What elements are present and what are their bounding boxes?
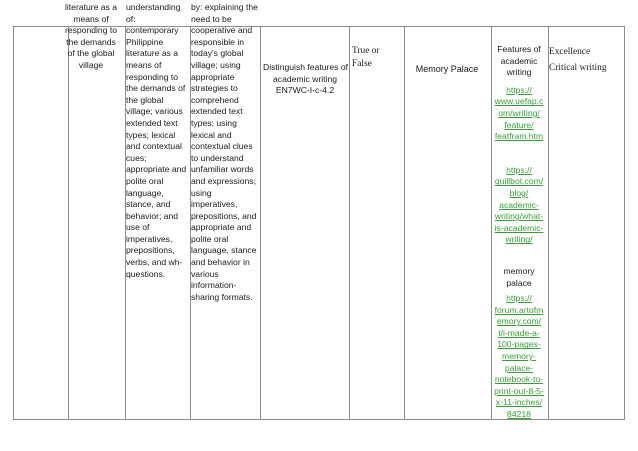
col1-text — [58, 2, 124, 72]
col2-text — [126, 2, 186, 280]
text-line: responsible in — [191, 36, 245, 47]
text-line: and expressions; — [191, 175, 256, 186]
text-line: means of — [73, 13, 109, 24]
text-line: polite oral — [191, 233, 229, 244]
text-line: Excellence — [549, 47, 591, 57]
text-line: academic writing — [273, 73, 337, 84]
text-line: types; using — [191, 117, 237, 128]
link-line: feature/ — [504, 119, 534, 130]
link-line: writing/what- — [494, 211, 544, 222]
link-line: is-academic- — [494, 222, 544, 233]
text-line: responding to — [64, 25, 118, 36]
link-line: t/i-made-a- — [498, 327, 540, 338]
text-line: stance, and — [126, 199, 171, 210]
text-line: polite oral — [126, 175, 164, 186]
resource-title: memory — [503, 265, 535, 276]
text-line: contextual clues — [191, 141, 253, 152]
column-divider — [349, 27, 350, 419]
text-line: responding to — [126, 71, 179, 82]
text-line: language, stance — [191, 245, 257, 256]
col3-text — [191, 2, 257, 303]
text-line: cues; — [126, 152, 147, 163]
column-divider — [548, 27, 549, 419]
text-line: literature as a — [126, 48, 179, 59]
text-line: the demands of — [126, 83, 186, 94]
text-line: and contextual — [126, 141, 182, 152]
text-line: False — [352, 58, 372, 69]
text-line: types; lexical — [126, 129, 176, 140]
text-line: by: explaining the — [191, 2, 258, 12]
text-line: need to be — [191, 13, 232, 24]
text-line: appropriate and — [191, 222, 252, 233]
competency-code: EN7WC-I-c-4.2 — [275, 85, 335, 96]
text-line: strategies to — [191, 83, 238, 94]
learning-competency — [263, 62, 347, 97]
link-line: https:// — [506, 293, 532, 304]
text-line: village; various — [126, 106, 183, 117]
text-line: appropriate and — [126, 164, 187, 175]
text-line: extended text — [191, 106, 243, 117]
link-line: academic- — [499, 199, 539, 210]
link-line: palace- — [504, 362, 534, 373]
resource-title: academic — [500, 55, 538, 66]
text-line: the demands — [66, 36, 116, 47]
values-column — [549, 44, 621, 76]
text-line: appropriate — [191, 71, 235, 82]
text-line: to understand — [191, 152, 244, 163]
text-line: Memory Palace — [415, 64, 479, 74]
resource-link-quillbot[interactable] — [491, 165, 547, 246]
text-line: behavior; and — [126, 210, 179, 221]
link-line: writing/ — [505, 234, 533, 245]
text-line: literature as a — [64, 2, 118, 12]
column-divider — [404, 27, 405, 419]
resource-title: Features of — [497, 44, 541, 54]
text-line: extended text — [126, 117, 178, 128]
text-line: imperatives, — [126, 233, 173, 244]
link-line: om/writing/ — [498, 107, 540, 118]
link-line: https:// — [506, 164, 532, 175]
resource-title: writing — [506, 67, 532, 78]
text-line: today's global — [191, 48, 244, 59]
link-line: memory- — [502, 351, 536, 362]
text-line: use of — [126, 222, 150, 233]
column-divider — [260, 27, 261, 419]
text-line: village — [78, 59, 104, 70]
text-line: prepositions, and — [191, 210, 257, 221]
link-line: www.uefap.c — [494, 96, 544, 107]
link-line: 84218 — [507, 409, 531, 420]
text-line: Philippine — [126, 36, 164, 47]
text-line: information- — [191, 280, 237, 291]
text-line: imperatives, — [191, 199, 238, 210]
link-line: forum.artofm — [494, 304, 544, 315]
text-line: village; using — [191, 59, 241, 70]
text-line: cooperative and — [191, 25, 253, 36]
link-line: print-out-8-5- — [494, 385, 544, 396]
link-line: emory.com/ — [496, 316, 542, 327]
text-line: means of — [126, 59, 162, 70]
text-line: using — [191, 187, 212, 198]
resource-link-uefap[interactable] — [491, 85, 547, 143]
text-line: understanding — [126, 2, 181, 12]
link-line: quillbot.com/ — [494, 176, 544, 187]
text-line: verbs, and wh- — [126, 257, 183, 268]
link-line: https:// — [506, 84, 532, 95]
assessment-type — [352, 45, 400, 70]
text-line: prepositions, — [126, 245, 175, 256]
text-line: unfamiliar words — [191, 164, 254, 175]
text-line: various — [191, 268, 219, 279]
resource-title: palace — [506, 277, 532, 288]
text-line: Distinguish features of — [263, 62, 349, 72]
link-line: blog/ — [509, 187, 529, 198]
resources-column — [491, 44, 547, 421]
resource-link-artofmemory[interactable] — [491, 293, 547, 421]
link-line: featfram.htm — [494, 131, 544, 142]
activity-name — [405, 64, 489, 76]
column-divider — [68, 27, 69, 419]
text-line: contemporary — [126, 25, 179, 36]
link-line: notebook-to- — [494, 374, 544, 385]
text-line: questions. — [126, 268, 166, 279]
text-line: Critical writing — [549, 63, 607, 73]
text-line: the global — [126, 94, 164, 105]
text-line: language, — [126, 187, 164, 198]
link-line: x-11-inches/ — [495, 397, 543, 408]
text-line: True or — [352, 46, 380, 56]
link-line: 100-pages- — [497, 339, 541, 350]
text-line: of: — [126, 13, 136, 24]
text-line: and behavior in — [191, 257, 250, 268]
text-line: sharing formats. — [191, 291, 253, 302]
text-line: of the global — [67, 48, 115, 59]
text-line: comprehend — [191, 94, 239, 105]
text-line: lexical and — [191, 129, 232, 140]
